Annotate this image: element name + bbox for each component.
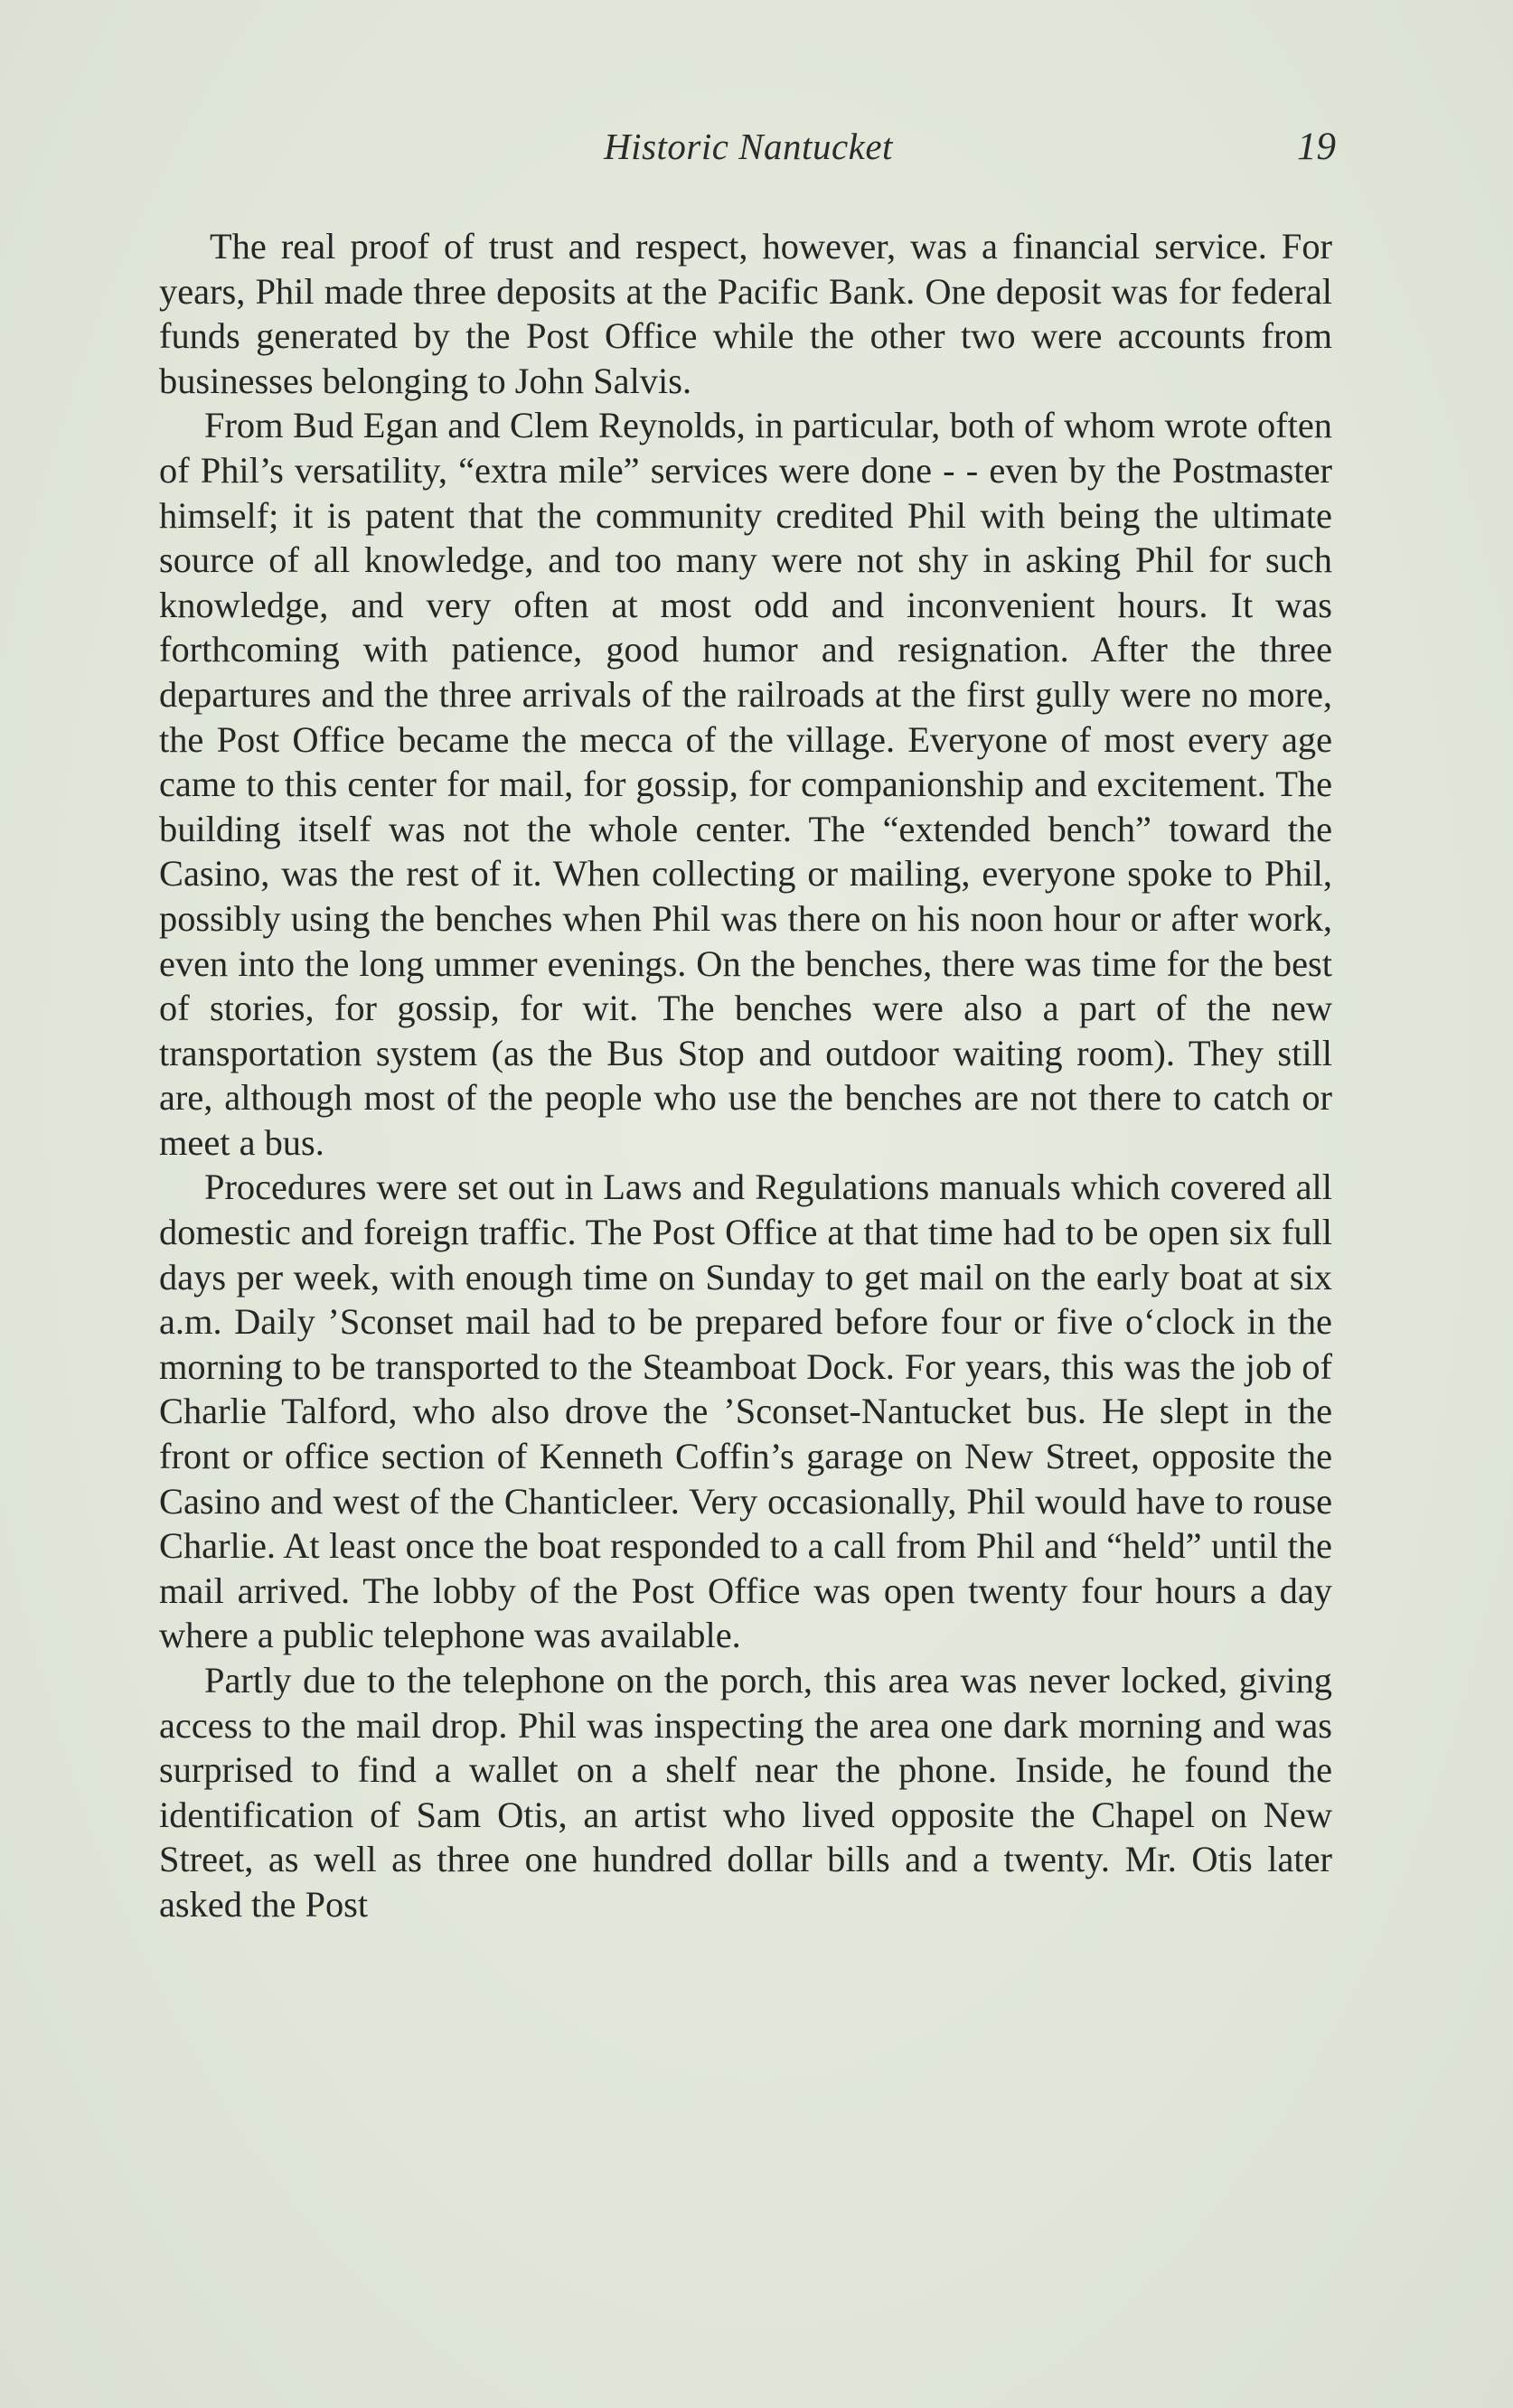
page-header: [161, 125, 1336, 179]
running-title: Historic Nantucket: [604, 126, 893, 167]
paragraph-1: The real proof of trust and respect, however, was a financial service. For years, Phil made three deposits at the Pacific Bank. One deposit was for federal funds generated by the Post Office while the other two were accounts from businesses belonging to John Salvis.: [159, 226, 1332, 401]
page-number: 19: [1297, 126, 1336, 168]
paragraph-2: From Bud Egan and Clem Reynolds, in particular, both of whom wrote often of Phil’s versatility, “extra mile” services were done - - even by the Postmaster himself; it is patent that the community credited Phil with being the ultimate source of all knowledge, and too many were not shy in asking Phil for such knowledge, and very often at most odd and inconvenient hours. It was forthcoming with patience, good humor and resignation. After the three departures and the three arrivals of the railroads at the first gully were no more, the Post Office became the mecca of the village. Everyone of most every age came to this center for mail, for gossip, for companionship and excitement. The building itself was not the whole center. The “extended bench” toward the Casino, was the rest of it. When collecting or mailing, everyone spoke to Phil, possibly using the benches when Phil was there on his noon hour or after work, even into the long ummer evenings. On the benches, there was time for the best of stories, for gossip, for wit. The benches were also a part of the new transportation system (as the Bus Stop and outdoor waiting room). They still are, although most of the people who use the benches are not there to catch or meet a bus.: [159, 405, 1332, 1163]
paragraph-4: Partly due to the telephone on the porch, this area was never locked, giving access to the mail drop. Phil was inspecting the area one dark morning and was surprised to find a wallet on a shelf near the phone. Inside, he found the identification of Sam Otis, an artist who lived opposite the Chapel on New Street, as well as three one hundred dollar bills and a twenty. Mr. Otis later asked the Post: [159, 1660, 1332, 1925]
paragraph-3: Procedures were set out in Laws and Regulations manuals which covered all domestic and foreign traffic. The Post Office at that time had to be open six full days per week, with enough time on Sunday to get mail on the early boat at six a.m. Daily ’Sconset mail had to be prepared before four or five o‘clock in the morning to be transported to the Steamboat Dock. For years, this was the job of Charlie Talford, who also drove the ’Sconset-Nantucket bus. He slept in the front or office section of Kenneth Coffin’s garage on New Street, opposite the Casino and west of the Chanticleer. Very occasionally, Phil would have to rouse Charlie. At least once the boat responded to a call from Phil and “held” until the mail arrived. The lobby of the Post Office was open twenty four hours a day where a public telephone was available.: [159, 1167, 1332, 1656]
body-text: [159, 224, 1332, 1927]
